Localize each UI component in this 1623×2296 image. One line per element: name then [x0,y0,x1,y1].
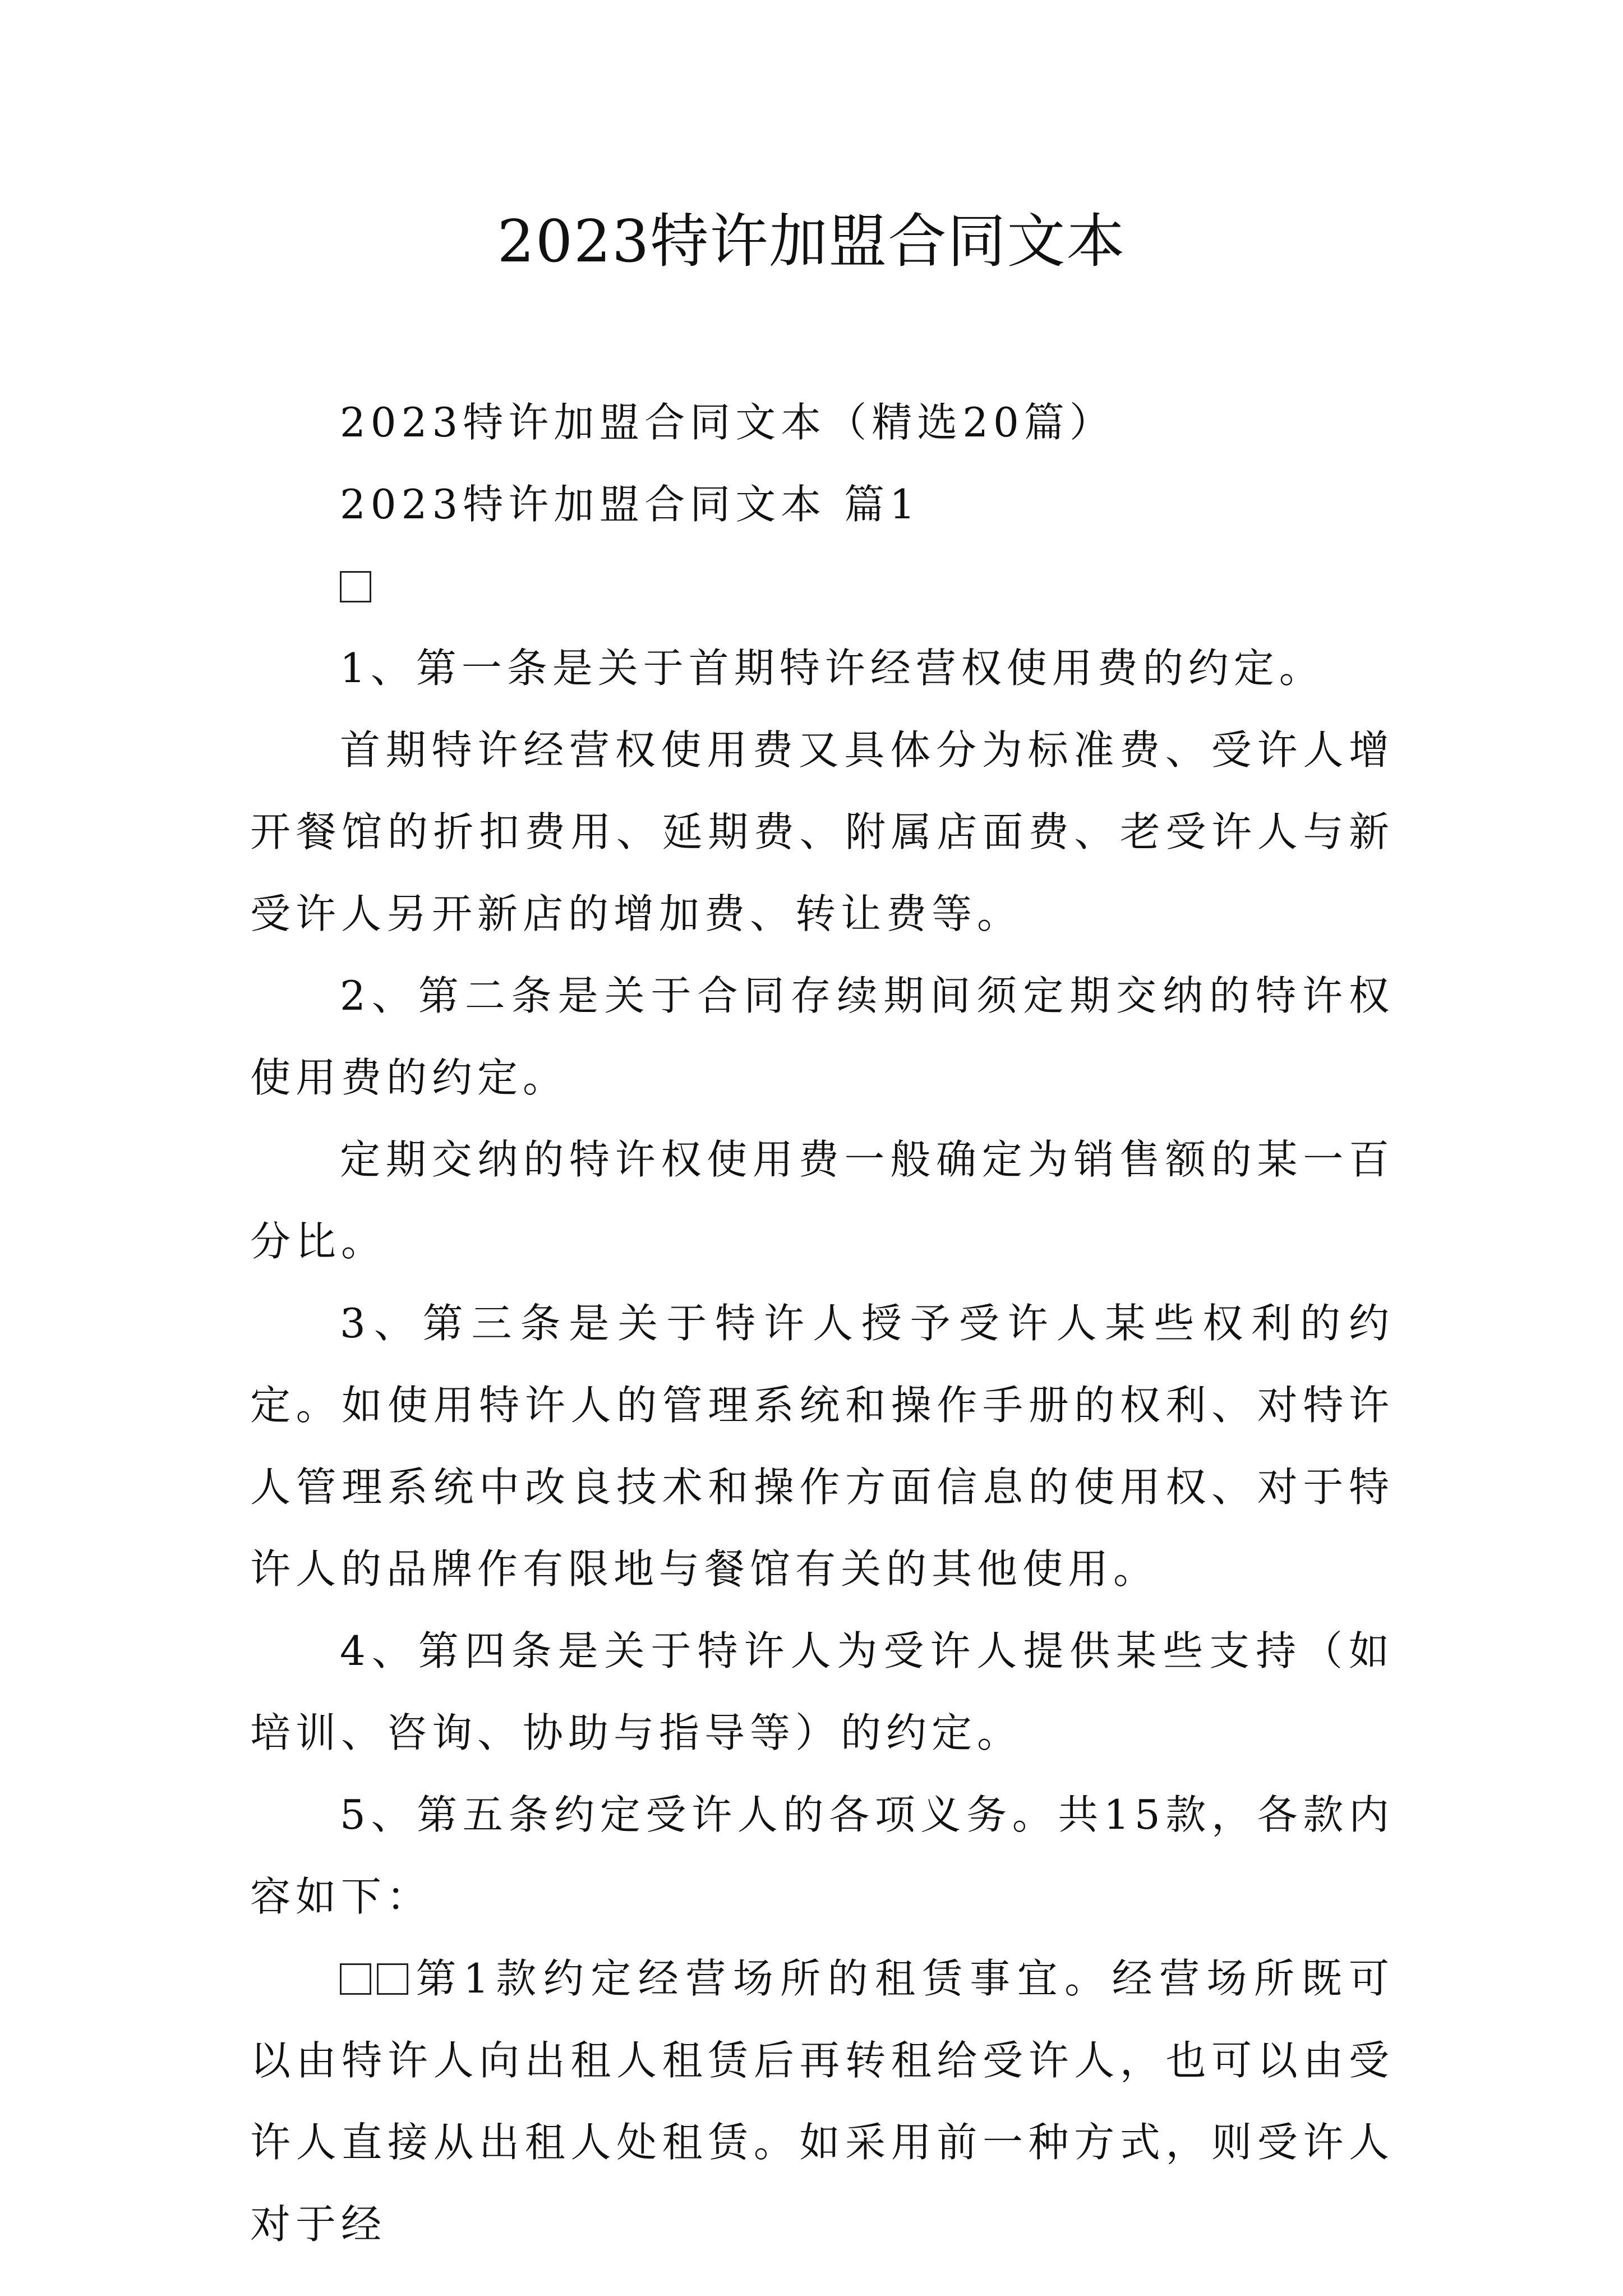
empty-box-icon [377,1963,408,1995]
document-title: 2023特许加盟合同文本 [497,207,1126,275]
paragraph-clause-5-item-1: 第1款约定经营场所的租赁事宜。经营场所既可以由特许人向出租人租赁后再转租给受许人，也可以由受许人直接从出租人处租赁。如采用前一种方式，则受许人对于经 [250,1955,1394,2248]
paragraph-placeholder-box [250,545,1394,627]
empty-box-icon [340,1963,371,1995]
paragraph-clause-4: 4、第四条是关于特许人为受许人提供某些支持（如培训、咨询、协助与指导等）的约定。 [250,1627,1394,1756]
empty-box-icon [340,571,371,602]
paragraph-clause-3: 3、第三条是关于特许人授予受许人某些权利的约定。如使用特许人的管理系统和操作手册的权利、对特许人管理系统中改良技术和操作方面信息的使用权、对于特许人的品牌作有限地与餐馆有关的其他使用。 [250,1300,1394,1593]
paragraph-clause-2: 2、第二条是关于合同存续期间须定期交纳的特许权使用费的约定。 [250,972,1394,1101]
paragraph-clause-5: 5、第五条约定受许人的各项义务。共15款，各款内容如下： [250,1791,1394,1920]
paragraph-clause-1-detail: 首期特许经营权使用费又具体分为标准费、受许人增开餐馆的折扣费用、延期费、附属店面费、老受许人与新受许人另开新店的增加费、转让费等。 [250,726,1394,937]
paragraph-clause-1: 1、第一条是关于首期特许经营权使用费的约定。 [340,645,1325,692]
paragraph-section-heading: 2023特许加盟合同文本 篇1 [340,481,920,528]
paragraph-subtitle: 2023特许加盟合同文本（精选20篇） [340,399,1115,446]
paragraph-clause-2-detail: 定期交纳的特许权使用费一般确定为销售额的某一百分比。 [250,1136,1394,1265]
document-body [250,381,1394,2265]
